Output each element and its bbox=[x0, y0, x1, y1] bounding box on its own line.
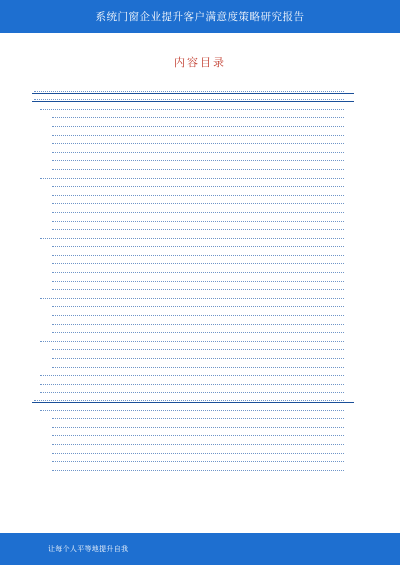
toc-dot-leader bbox=[52, 306, 344, 307]
toc-entry[interactable] bbox=[32, 94, 354, 103]
toc-dot-leader bbox=[52, 221, 344, 222]
report-title: 系统门窗企业提升客户满意度策略研究报告 bbox=[95, 11, 305, 23]
toc-dot-leader bbox=[40, 178, 344, 179]
toc-dot-leader bbox=[52, 461, 344, 462]
toc-dot-leader bbox=[52, 470, 344, 471]
toc-entry[interactable] bbox=[32, 429, 354, 438]
toc-dot-leader bbox=[52, 212, 344, 213]
toc-entry[interactable] bbox=[32, 291, 354, 300]
toc-dot-leader bbox=[52, 229, 344, 230]
toc-entry[interactable] bbox=[32, 334, 354, 343]
toc-dot-leader bbox=[40, 384, 344, 385]
toc-dot-leader bbox=[52, 324, 344, 325]
toc-entry[interactable] bbox=[32, 119, 354, 128]
toc-dot-leader bbox=[40, 298, 344, 299]
toc-entry[interactable] bbox=[32, 351, 354, 360]
toc-entry[interactable] bbox=[32, 240, 354, 249]
toc-dot-leader bbox=[40, 341, 344, 342]
report-header-bar bbox=[0, 0, 400, 33]
toc-entry[interactable] bbox=[32, 171, 354, 180]
toc-entry[interactable] bbox=[32, 412, 354, 421]
toc-dot-leader bbox=[52, 435, 344, 436]
toc-dot-leader bbox=[40, 375, 344, 376]
toc-dot-leader bbox=[52, 135, 344, 136]
toc-dot-leader bbox=[52, 453, 344, 454]
toc-dot-leader bbox=[34, 99, 344, 100]
toc-dot-leader bbox=[52, 367, 344, 368]
toc-entry[interactable] bbox=[32, 343, 354, 352]
toc-dot-leader bbox=[52, 117, 344, 118]
toc-dot-leader bbox=[52, 186, 344, 187]
toc-entry[interactable] bbox=[32, 403, 354, 412]
toc-dot-leader bbox=[52, 315, 344, 316]
toc-dot-leader bbox=[52, 272, 344, 273]
toc-dot-leader bbox=[52, 444, 344, 445]
toc-dot-leader bbox=[40, 410, 344, 411]
toc-entry[interactable] bbox=[32, 180, 354, 189]
toc-entry[interactable] bbox=[32, 162, 354, 171]
toc-dot-leader bbox=[52, 160, 344, 161]
toc-entry[interactable] bbox=[32, 283, 354, 292]
toc-entry[interactable] bbox=[32, 102, 354, 111]
toc-dot-leader bbox=[52, 281, 344, 282]
toc-entry[interactable] bbox=[32, 369, 354, 378]
toc-dot-leader bbox=[40, 392, 344, 393]
toc-dot-leader bbox=[52, 195, 344, 196]
toc-dot-leader bbox=[52, 418, 344, 419]
toc-dot-leader bbox=[40, 238, 344, 239]
toc-entry[interactable] bbox=[32, 420, 354, 429]
toc-dot-leader bbox=[52, 126, 344, 127]
toc-entry[interactable] bbox=[32, 265, 354, 274]
toc-entry[interactable] bbox=[32, 128, 354, 137]
toc-entry[interactable] bbox=[32, 446, 354, 455]
toc-dot-leader bbox=[52, 427, 344, 428]
toc-dot-leader bbox=[40, 109, 344, 110]
toc-dot-leader bbox=[52, 255, 344, 256]
toc-entry[interactable] bbox=[32, 205, 354, 214]
toc-entry[interactable] bbox=[32, 326, 354, 335]
toc-entry[interactable] bbox=[32, 274, 354, 283]
toc-entry[interactable] bbox=[32, 231, 354, 240]
toc-entry[interactable] bbox=[32, 360, 354, 369]
toc-entry[interactable] bbox=[32, 317, 354, 326]
toc-entry[interactable] bbox=[32, 377, 354, 386]
toc-dot-leader bbox=[52, 289, 344, 290]
toc-entry[interactable] bbox=[32, 455, 354, 464]
toc-entry[interactable] bbox=[32, 386, 354, 395]
toc-entry[interactable] bbox=[32, 111, 354, 120]
toc-dot-leader bbox=[52, 246, 344, 247]
toc-heading: 内容目录 bbox=[174, 56, 226, 69]
toc-entry[interactable] bbox=[32, 463, 354, 472]
toc-entry[interactable] bbox=[32, 394, 354, 403]
toc-dot-leader bbox=[52, 358, 344, 359]
toc-entry[interactable] bbox=[32, 145, 354, 154]
table-of-contents bbox=[32, 85, 354, 472]
toc-dot-leader bbox=[34, 91, 344, 92]
toc-entry[interactable] bbox=[32, 223, 354, 232]
footer-bar bbox=[0, 533, 400, 565]
toc-dot-leader bbox=[52, 349, 344, 350]
toc-dot-leader bbox=[52, 332, 344, 333]
toc-dot-leader bbox=[52, 263, 344, 264]
toc-dot-leader bbox=[52, 169, 344, 170]
toc-entry[interactable] bbox=[32, 257, 354, 266]
toc-entry[interactable] bbox=[32, 437, 354, 446]
toc-entry[interactable] bbox=[32, 197, 354, 206]
toc-dot-leader bbox=[34, 400, 344, 401]
toc-entry[interactable] bbox=[32, 85, 354, 94]
toc-entry[interactable] bbox=[32, 300, 354, 309]
toc-entry[interactable] bbox=[32, 214, 354, 223]
toc-entry[interactable] bbox=[32, 137, 354, 146]
toc-dot-leader bbox=[52, 152, 344, 153]
footer-slogan: 让每个人平等地提升自我 bbox=[48, 545, 129, 553]
toc-entry[interactable] bbox=[32, 154, 354, 163]
toc-dot-leader bbox=[52, 143, 344, 144]
toc-entry[interactable] bbox=[32, 188, 354, 197]
toc-dot-leader bbox=[52, 203, 344, 204]
toc-entry[interactable] bbox=[32, 308, 354, 317]
toc-entry[interactable] bbox=[32, 248, 354, 257]
